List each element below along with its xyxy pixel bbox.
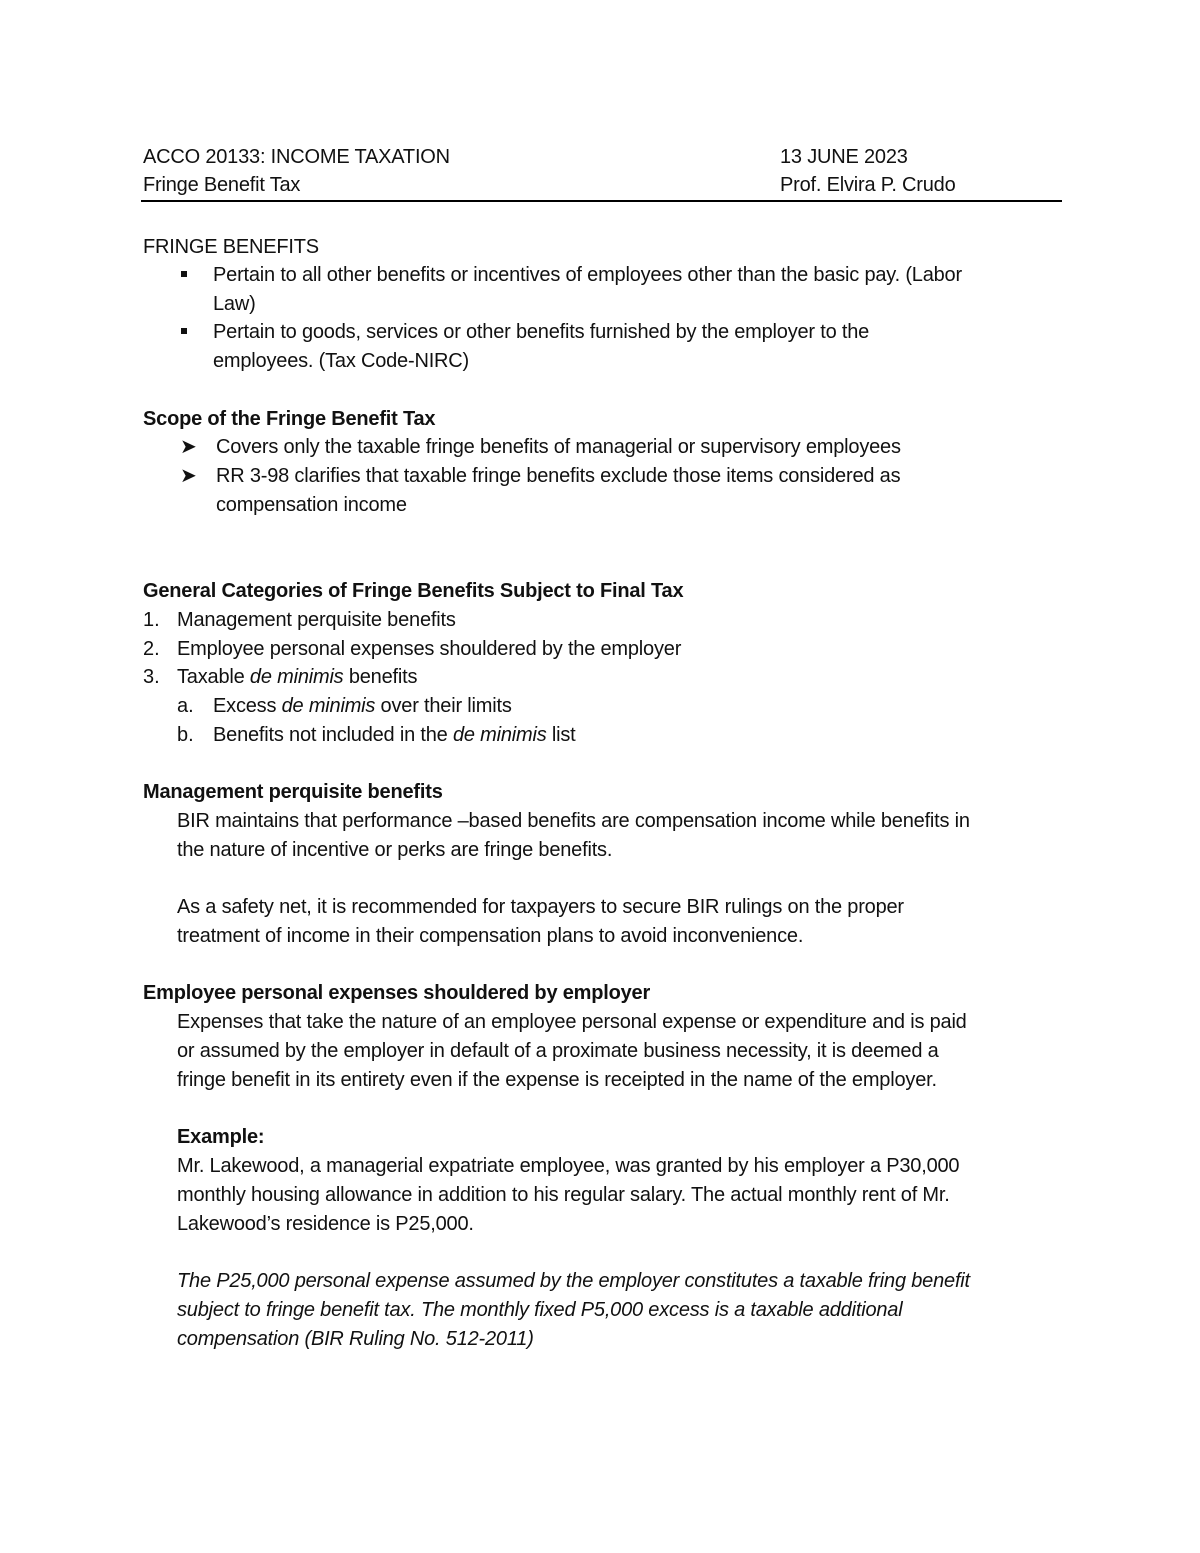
list-number: 2.: [143, 638, 160, 660]
example-conclusion-line-3: compensation (BIR Ruling No. 512-2011): [177, 1328, 534, 1350]
employee-p1-line-2: or assumed by the employer in default of a proximate business necessity, it is deemed a: [177, 1040, 939, 1062]
scope-item-2-line-2: compensation income: [216, 494, 407, 516]
example-label: Example:: [177, 1126, 265, 1148]
fringe-bullet-2-line-1: Pertain to goods, services or other benefits furnished by the employer to the: [213, 321, 870, 343]
list-number: 1.: [143, 609, 160, 631]
category-item-1: Management perquisite benefits: [177, 609, 456, 631]
category-item-3-text: Taxable: [177, 666, 250, 688]
category-item-3: [177, 663, 417, 692]
fringe-bullet-2-line-2: employees. (Tax Code-NIRC): [213, 350, 469, 372]
category-subitem-b: [213, 721, 576, 750]
arrow-bullet-icon: ➤: [180, 465, 197, 487]
example-line-3: Lakewood’s residence is P25,000.: [177, 1213, 474, 1235]
section-heading-management: Management perquisite benefits: [143, 781, 443, 803]
fringe-bullet-1-line-1: Pertain to all other benefits or incentives of employees other than the basic pay. (Labor: [213, 264, 962, 286]
management-p2-line-1: As a safety net, it is recommended for taxpayers to secure BIR rulings on the proper: [177, 896, 904, 918]
management-p2-line-2: treatment of income in their compensation plans to avoid inconvenience.: [177, 925, 804, 947]
square-bullet-icon: [181, 271, 187, 277]
sublist-letter: a.: [177, 695, 194, 717]
subitem-a-italic: de minimis: [281, 695, 376, 717]
employee-p1-line-1: Expenses that take the nature of an employee personal expense or expenditure and is paid: [177, 1011, 967, 1033]
subitem-b-italic: de minimis: [452, 724, 547, 746]
example-conclusion-line-2: subject to fringe benefit tax. The monthly fixed P5,000 excess is a taxable additional: [177, 1299, 903, 1321]
example-conclusion-line-1: The P25,000 personal expense assumed by the employer constitutes a taxable fring benefit: [177, 1270, 970, 1292]
section-heading-categories: General Categories of Fringe Benefits Subject to Final Tax: [143, 580, 684, 602]
scope-item-1: Covers only the taxable fringe benefits of managerial or supervisory employees: [216, 436, 901, 458]
topic-title: Fringe Benefit Tax: [143, 174, 301, 196]
management-p1-line-2: the nature of incentive or perks are fringe benefits.: [177, 839, 613, 861]
section-heading-employee-expenses: Employee personal expenses shouldered by employer: [143, 982, 651, 1004]
employee-p1-line-3: fringe benefit in its entirety even if the expense is receipted in the name of the employer.: [177, 1069, 937, 1091]
example-line-1: Mr. Lakewood, a managerial expatriate employee, was granted by his employer a P30,000: [177, 1155, 960, 1177]
scope-item-2-line-1: RR 3-98 clarifies that taxable fringe benefits exclude those items considered as: [216, 465, 901, 487]
example-line-2: monthly housing allowance in addition to his regular salary. The actual monthly rent of Mr.: [177, 1184, 950, 1206]
subitem-b-text: Benefits not included in the: [213, 724, 453, 746]
category-item-2: Employee personal expenses shouldered by the employer: [177, 638, 682, 660]
category-item-3-italic: de minimis: [249, 666, 344, 688]
lecture-date: 13 JUNE 2023: [780, 146, 908, 168]
course-title: ACCO 20133: INCOME TAXATION: [143, 146, 450, 168]
professor-name: Prof. Elvira P. Crudo: [780, 174, 956, 196]
arrow-bullet-icon: ➤: [180, 436, 197, 458]
category-item-3-text-end: benefits: [343, 666, 418, 688]
fringe-bullet-1-line-2: Law): [213, 293, 256, 315]
section-heading-scope: Scope of the Fringe Benefit Tax: [143, 408, 436, 430]
subitem-b-text-end: list: [546, 724, 576, 746]
sublist-letter: b.: [177, 724, 194, 746]
subitem-a-text-end: over their limits: [375, 695, 512, 717]
subitem-a-text: Excess: [213, 695, 282, 717]
section-heading-fringe-benefits: FRINGE BENEFITS: [143, 236, 319, 258]
management-p1-line-1: BIR maintains that performance –based benefits are compensation income while benefits in: [177, 810, 970, 832]
square-bullet-icon: [181, 328, 187, 334]
header-divider: [141, 200, 1062, 202]
list-number: 3.: [143, 666, 160, 688]
category-subitem-a: [213, 692, 512, 721]
